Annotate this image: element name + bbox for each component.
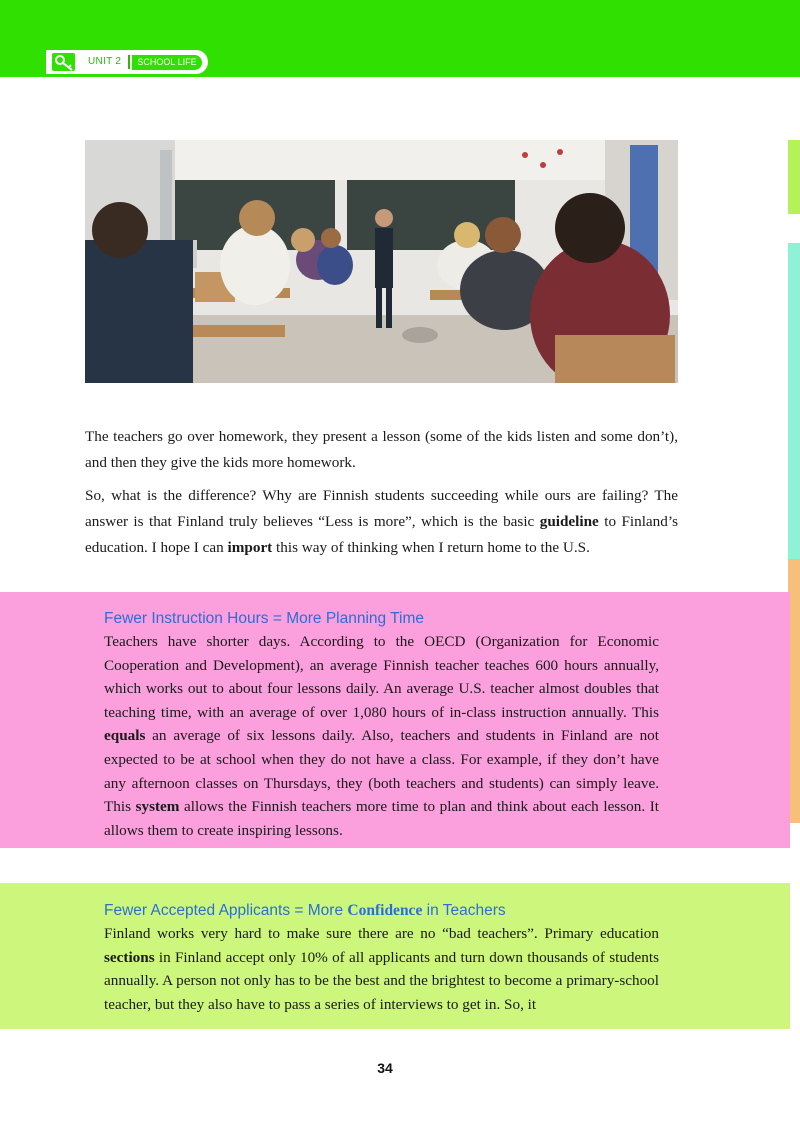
- keyword-import: import: [227, 539, 273, 556]
- box1-text-d: allows the Finnish teachers more time to plan and think about each lesson. It allows them to create inspiring lessons.: [104, 798, 659, 839]
- keyword-sections: sections: [104, 948, 155, 966]
- box2-text-c: in Finland accept only 10% of all applicants and turn down thousands of students annually. A person not only has to be the best and the brightest to become a primary-school teacher, but they also have to pass a series of interviews to get in. So, it: [104, 948, 659, 1013]
- paragraph-1: The teachers go over homework, they present a lesson (some of the kids listen and some don’t), and then they give the kids more homework.: [85, 428, 678, 471]
- keyword-system: system: [135, 798, 180, 816]
- paragraph-2: [85, 483, 678, 561]
- keyword-guideline: guideline: [539, 513, 599, 530]
- accepted-applicants-body: [104, 922, 659, 1016]
- page-number: 34: [377, 1060, 393, 1076]
- keyword-confidence: Confidence: [347, 902, 423, 919]
- instruction-hours-body: [104, 630, 659, 842]
- side-tab-teal: [788, 243, 800, 559]
- paragraph-2-text-d: this way of thinking when I return home to the U.S.: [272, 539, 590, 556]
- unit-label: UNIT 2: [88, 56, 122, 67]
- instruction-hours-title: Fewer Instruction Hours = More Planning Time: [104, 610, 425, 627]
- paragraph-2-text-a: So, what is the difference? Why are Finnish students succeeding while ours are failing? The answer is that Finland truly believes “Less is more”, which is the basic: [85, 487, 678, 530]
- key-icon: [50, 51, 77, 73]
- accepted-applicants-title: [104, 902, 506, 920]
- box1-text-c: an average of six lessons daily. Also, teachers and students in Finland are not expected to be at school when they do not have a class. For example, if they don’t have any afternoon classes on Thursdays, they (both teachers and students) can simply leave. This: [104, 727, 659, 816]
- section-label: SCHOOL LIFE: [132, 55, 202, 70]
- keyword-equals: equals: [104, 727, 146, 745]
- side-tab-green: [788, 140, 800, 214]
- box2-title-c: in Teachers: [422, 902, 506, 919]
- classroom-photo: [85, 140, 678, 383]
- box2-title-a: Fewer Accepted Applicants = More: [104, 902, 348, 919]
- box2-text-a: Finland works very hard to make sure there are no “bad teachers”. Primary education: [104, 925, 659, 942]
- box1-text-a: Teachers have shorter days. According to the OECD (Organization for Economic Cooperation and Development), an average Finnish teacher teaches 600 hours annually, which works out to about four lessons daily. An average U.S. teacher almost doubles that teaching time, with an average of over 1,080 hours of in-class instruction annually. This: [104, 633, 659, 721]
- paragraph-2-text-c: to Finland’s education. I hope I can: [85, 513, 678, 556]
- unit-divider: [128, 55, 130, 69]
